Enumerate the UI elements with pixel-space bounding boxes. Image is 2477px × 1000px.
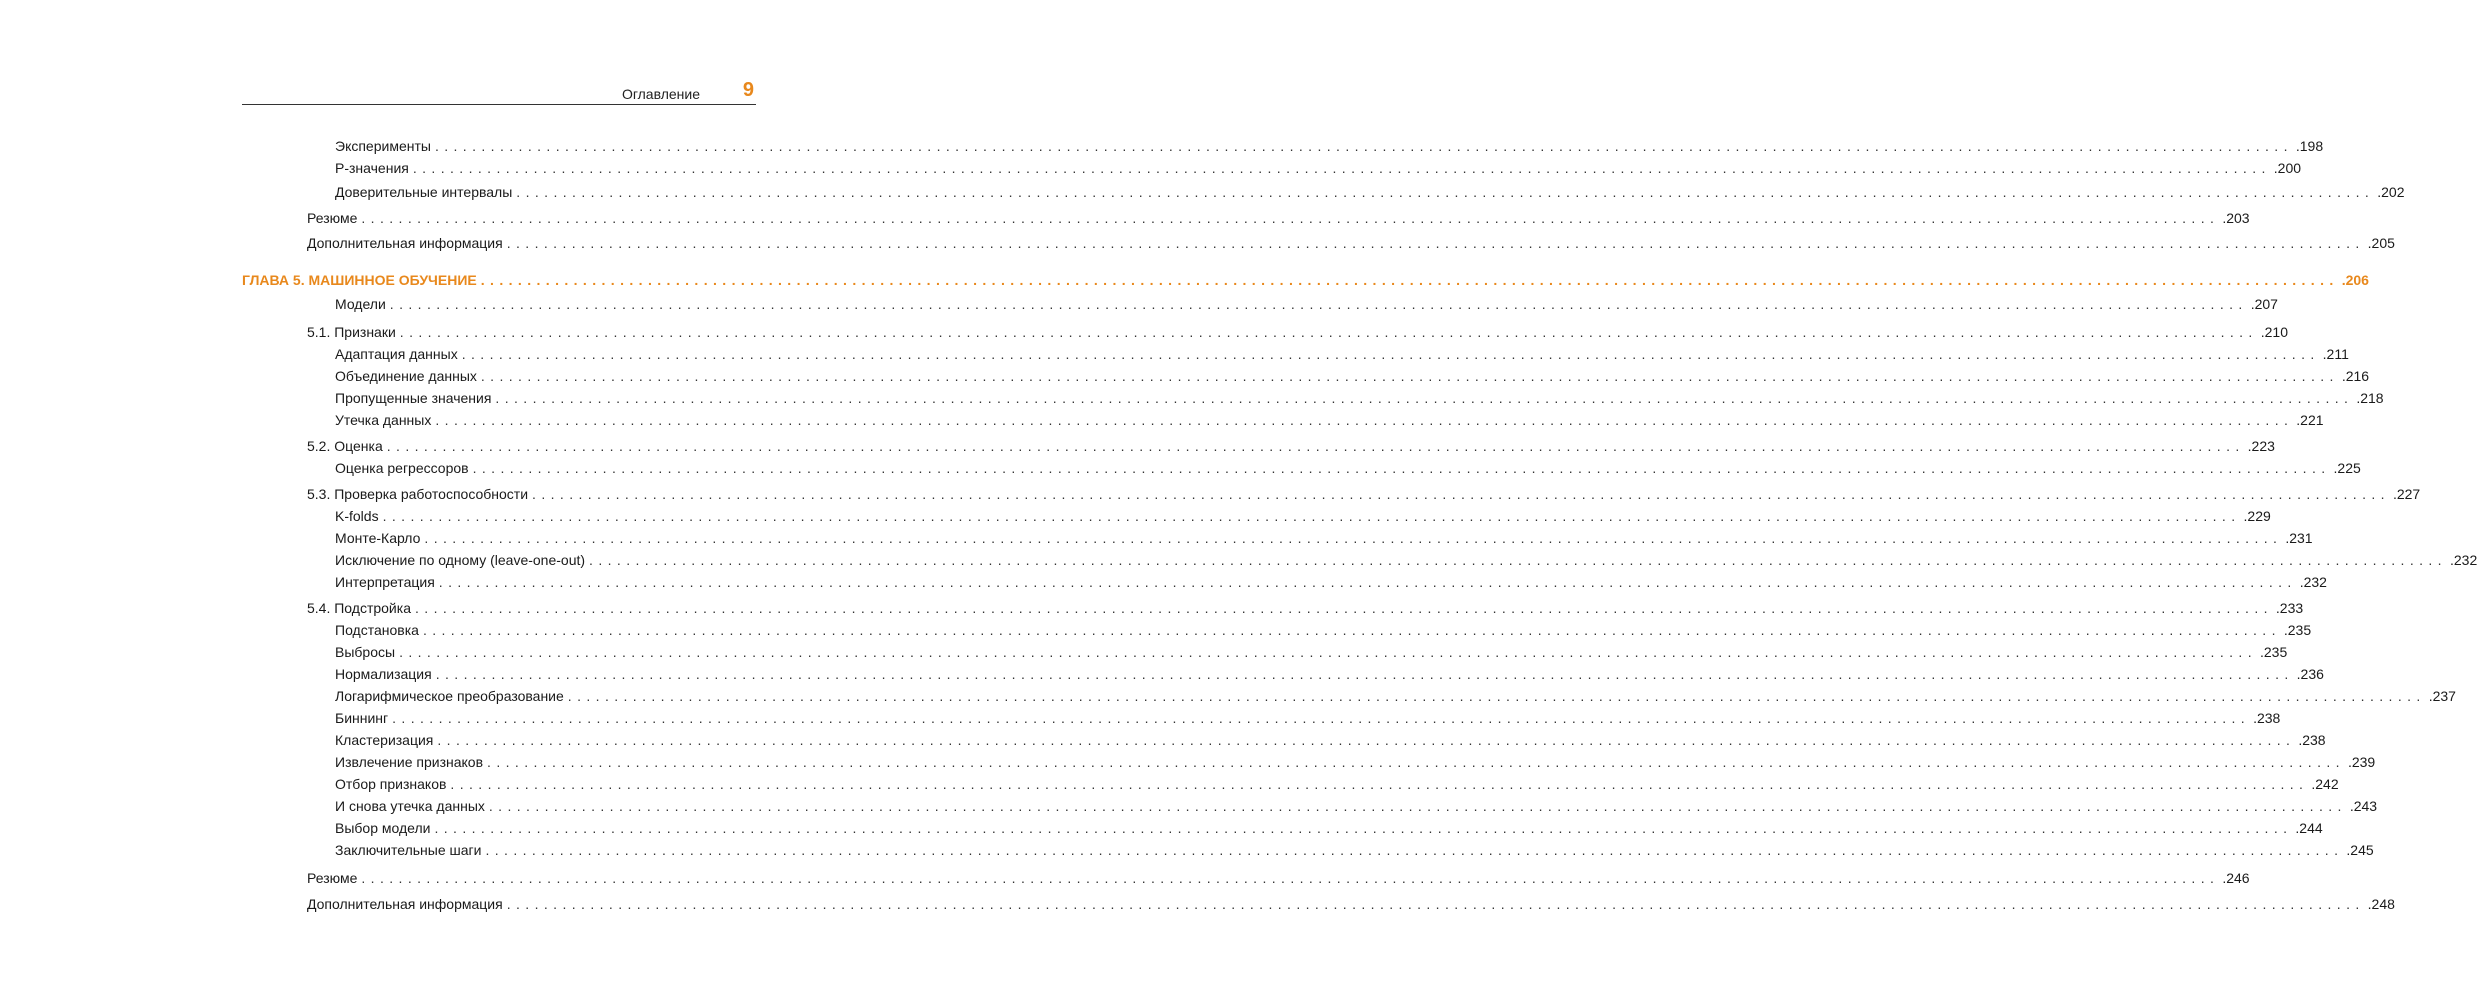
toc-entry-page: .237 [2428,688,2456,704]
toc-dot-leader: ........................................................................................................................................................................................................ [361,870,2220,886]
toc-entry-label: Выбор модели [335,820,431,836]
toc-dot-leader: ........................................................................................................................................................................................................ [434,138,2293,154]
toc-dot-leader: ........................................................................................................................................................................................................ [480,272,2339,288]
toc-entry [335,750,2376,770]
toc-entry [335,706,2281,726]
toc-entry [335,134,2324,154]
toc-entry-label: Нормализация [335,666,432,682]
toc-entry-label: И снова утечка данных [335,798,485,814]
toc-dot-leader: ........................................................................................................................................................................................................ [435,666,2294,682]
toc-entry-label: Модели [335,296,386,312]
toc-dot-leader: ........................................................................................................................................................................................................ [437,732,2296,748]
toc-dot-leader: ........................................................................................................................................................................................................ [414,600,2273,616]
toc-entry-page: .203 [2222,210,2250,226]
toc-dot-leader: ........................................................................................................................................................................................................ [435,412,2294,428]
toc-entry-page: .205 [2367,235,2395,251]
toc-entry [335,408,2324,428]
toc-entry [335,816,2323,836]
toc-entry [335,618,2312,638]
toc-entry-label: Эксперименты [335,138,431,154]
toc-entry-page: .232 [2449,552,2477,568]
toc-entry-label: Интерпретация [335,574,435,590]
toc-entry-label: Адаптация данных [335,346,458,362]
toc-dot-leader: ........................................................................................................................................................................................................ [399,644,2257,660]
toc-entry-label: Резюме [307,870,358,886]
toc-dot-leader: ........................................................................................................................................................................................................ [480,368,2339,384]
toc-entry-label: 5.4. Подстройка [307,600,411,616]
toc-entry [335,772,2339,792]
toc-chapter-entry [242,268,2369,288]
toc-entry [335,570,2327,590]
toc-dot-leader: ........................................................................................................................................................................................................ [506,235,2365,251]
toc-entry-label: Выбросы [335,644,396,660]
toc-entry-page: .235 [2283,622,2312,638]
toc-entry-page: .211 [2322,346,2349,362]
toc-dot-leader: ........................................................................................................................................................................................................ [399,324,2258,340]
toc-dot-leader: ........................................................................................................................................................................................................ [488,798,2347,814]
toc-entry [335,662,2324,682]
toc-entry [307,482,2421,502]
toc-dot-leader: ........................................................................................................................................................................................................ [532,486,2390,502]
toc-dot-leader: ........................................................................................................................................................................................................ [361,210,2220,226]
toc-entry-label: Логарифмическое преобразование [335,688,564,704]
toc-entry-page: .223 [2247,438,2275,454]
toc-entry [335,180,2405,200]
toc-entry-page: .239 [2347,754,2376,770]
toc-entry-page: .202 [2377,184,2405,200]
toc-entry-label: P-значения [335,160,409,176]
toc-entry [307,206,2250,226]
toc-dot-leader: ........................................................................................................................................................................................................ [461,346,2320,362]
toc-dot-leader: ........................................................................................................................................................................................................ [422,622,2281,638]
toc-dot-leader: ........................................................................................................................................................................................................ [389,296,2248,312]
toc-entry-label: Доверительные интервалы [335,184,513,200]
toc-entry-label: 5.3. Проверка работоспособности [307,486,529,502]
toc-entry-label: Монте-Карло [335,530,421,546]
toc-entry-label: Оценка регрессоров [335,460,469,476]
toc-entry-page: .243 [2349,798,2378,814]
toc-entry-page: .198 [2295,138,2324,154]
toc-entry [335,504,2271,524]
toc-dot-leader: ........................................................................................................................................................................................................ [438,574,2297,590]
toc-entry-page: .210 [2260,324,2288,340]
toc-entry [307,596,2304,616]
toc-entry-label: Дополнительная информация [307,896,503,912]
toc-dot-leader: ........................................................................................................................................................................................................ [495,390,2354,406]
toc-dot-leader: ........................................................................................................................................................................................................ [472,460,2331,476]
toc-entry-label: ГЛАВА 5. МАШИННОЕ ОБУЧЕНИЕ [242,272,477,288]
toc-entry [335,640,2288,660]
running-head-title: Оглавление [621,86,700,102]
toc-entry-label: Подстановка [335,622,419,638]
toc-entry [307,231,2395,251]
toc-entry-page: .216 [2341,368,2370,384]
toc-dot-leader: ........................................................................................................................................................................................................ [516,184,2375,200]
toc-dot-leader: ........................................................................................................................................................................................................ [434,820,2293,836]
toc-dot-leader: ........................................................................................................................................................................................................ [487,754,2345,770]
page-number: 9 [742,79,754,101]
toc-entry-label: Объединение данных [335,368,477,384]
toc-entry-page: .238 [2298,732,2326,748]
toc-entry-page: .242 [2311,776,2339,792]
toc-entry-label: Биннинг [335,710,389,726]
toc-entry-page: .238 [2253,710,2281,726]
toc-dot-leader: ........................................................................................................................................................................................................ [386,438,2245,454]
toc-entry-page: .229 [2243,508,2271,524]
toc-entry [335,456,2361,476]
toc-dot-leader: ........................................................................................................................................................................................................ [506,896,2365,912]
toc-entry-page: .245 [2346,842,2374,858]
toc-dot-leader: ........................................................................................................................................................................................................ [589,552,2447,568]
toc-entry-label: Исключение по одному (leave-one-out) [335,552,586,568]
toc-entry-label: K-folds [335,508,379,524]
toc-entry-page: .207 [2250,296,2278,312]
toc-entry-page: .244 [2295,820,2323,836]
toc-entry-label: Заключительные шаги [335,842,482,858]
toc-dot-leader: ........................................................................................................................................................................................................ [424,530,2283,546]
toc-entry-page: .227 [2392,486,2421,502]
toc-entry-page: .235 [2260,644,2288,660]
toc-entry-label: Утечка данных [335,412,432,428]
toc-entry-page: .231 [2285,530,2313,546]
header-rule [242,104,756,105]
toc-entry-label: 5.1. Признаки [307,324,396,340]
toc-entry [335,364,2370,384]
toc-entry-label: Извлечение признаков [335,754,484,770]
toc-dot-leader: ........................................................................................................................................................................................................ [485,842,2344,858]
toc-entry [335,728,2326,748]
toc-entry [307,434,2275,454]
toc-entry-label: Пропущенные значения [335,390,492,406]
toc-entry-page: .200 [2273,160,2302,176]
toc-entry-page: .236 [2296,666,2324,682]
toc-dot-leader: ........................................................................................................................................................................................................ [412,160,2271,176]
toc-entry [307,866,2250,886]
toc-entry-page: .232 [2299,574,2327,590]
toc-entry-page: .221 [2296,412,2324,428]
toc-entry [335,548,2477,568]
toc-dot-leader: ........................................................................................................................................................................................................ [450,776,2309,792]
running-head [242,78,756,106]
toc-entry-label: 5.2. Оценка [307,438,383,454]
toc-entry [307,892,2395,912]
toc-entry-page: .225 [2333,460,2361,476]
toc-entry [307,320,2288,340]
toc-entry-label: Кластеризация [335,732,434,748]
toc-entry-page: .206 [2341,272,2369,288]
toc-dot-leader: ........................................................................................................................................................................................................ [392,710,2251,726]
toc-entry [335,342,2349,362]
toc-entry-label: Резюме [307,210,358,226]
toc-entry [335,292,2278,312]
toc-entry [335,684,2456,704]
toc-dot-leader: ........................................................................................................................................................................................................ [382,508,2241,524]
toc-entry [335,794,2378,814]
toc-entry [335,156,2302,176]
toc-entry [335,526,2313,546]
toc-dot-leader: ........................................................................................................................................................................................................ [567,688,2426,704]
toc-entry-label: Дополнительная информация [307,235,503,251]
toc-entry-page: .246 [2222,870,2250,886]
toc-entry-page: .233 [2275,600,2304,616]
toc-entry-page: .218 [2356,390,2384,406]
toc-entry [335,838,2374,858]
toc-entry [335,386,2384,406]
toc-entry-label: Отбор признаков [335,776,447,792]
toc-entry-page: .248 [2367,896,2395,912]
